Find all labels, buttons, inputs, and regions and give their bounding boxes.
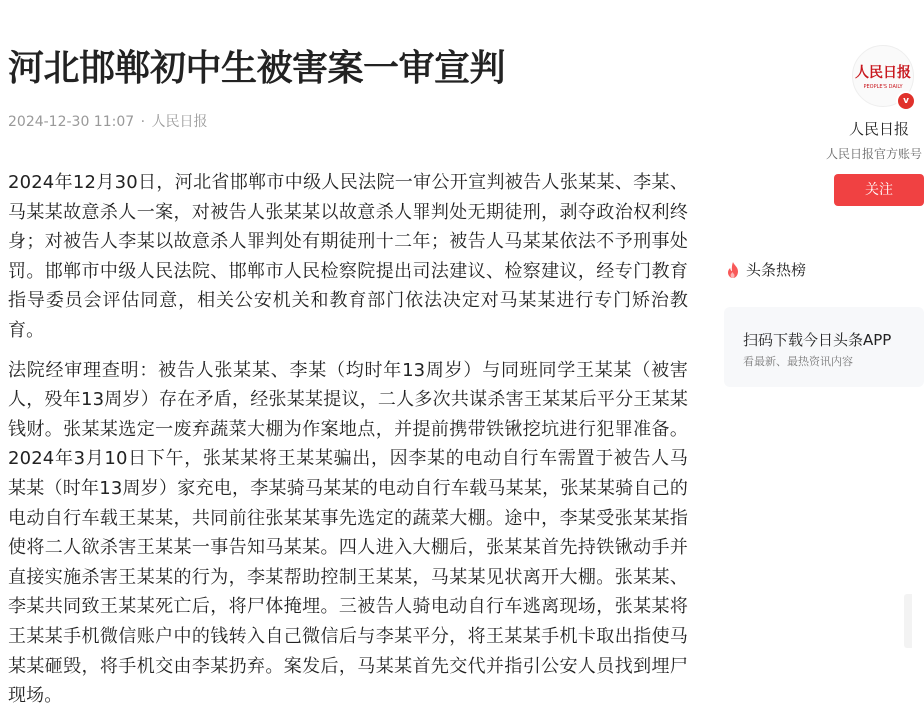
article-meta bbox=[8, 111, 208, 131]
article-source: 人民日报 bbox=[151, 114, 208, 130]
publish-datetime: 2024-12-30 11:07 bbox=[8, 114, 135, 130]
hot-list-header[interactable] bbox=[726, 259, 806, 280]
author-logo-subtext: PEOPLE'S DAILY bbox=[863, 84, 903, 90]
follow-button[interactable]: 关注 bbox=[834, 174, 924, 206]
author-logo: 人民日报 bbox=[855, 65, 911, 81]
author-description: 人民日报官方账号 bbox=[826, 147, 923, 161]
author-name[interactable]: 人民日报 bbox=[849, 120, 910, 138]
meta-separator: · bbox=[140, 114, 146, 130]
fire-icon bbox=[726, 262, 740, 278]
verified-badge-icon: v bbox=[896, 91, 916, 111]
article-paragraph: 法院经审理查明：被告人张某某、李某（均时年13周岁）与同班同学王某某（被害人，殁年13周岁）存在矛盾，经张某某提议，二人多次共谋杀害王某某后平分王某某钱财。张某某选定一废弃蔬菜大棚为作案地点，并提前携带铁锹挖坑进行犯罪准备。2024年3月10日下午，张某某将王某某骗出，因李某的电动自行车需置于被告人马某某（时年13周岁）家充电，李某骑马某某的电动自行车载马某某，张某某骑自己的电动自行车载王某某，共同前往张某某事先选定的蔬菜大棚。途中，李某受张某某指使将二人欲杀害王某某一事告知马某某。四人进入大棚后，张某某首先持铁锹动手并直接实施杀害王某某的行为，李某帮助控制王某某，马某某见状离开大棚。张某某、李某共同致王某某死亡后，将尸体掩埋。三被告人骑电动自行车逃离现场，张某某将王某某手机微信账户中的钱转入自己微信后与李某平分，将王某某手机卡取出指使马某某砸毁，将手机交由李某扔弃。案发后，马某某首先交代并指引公安人员找到埋尸现场。 bbox=[8, 359, 688, 707]
sidebar bbox=[722, 0, 923, 705]
article-title: 河北邯郸初中生被害案一审宣判 bbox=[8, 48, 506, 89]
article-paragraph: 2024年12月30日，河北省邯郸市中级人民法院一审公开宣判被告人张某某、李某、马某某故意杀人一案，对被告人张某某以故意杀人罪判处无期徒刑，剥夺政治权利终身；对被告人李某以故意杀人罪判处有期徒刑十二年；被告人马某某依法不予刑事处罚。邯郸市中级人民法院、邯郸市人民检察院提出司法建议、检察建议，经专门教育指导委员会评估同意，相关公安机关和教育部门依法决定对马某某进行专门矫治教育。 bbox=[8, 172, 688, 341]
app-download-card[interactable] bbox=[724, 307, 924, 387]
download-title: 扫码下载今日头条APP bbox=[743, 331, 892, 349]
hot-list-label: 头条热榜 bbox=[746, 261, 807, 279]
download-subtitle: 看最新、最热资讯内容 bbox=[743, 355, 853, 368]
side-float-bar[interactable] bbox=[904, 594, 912, 648]
article-body bbox=[8, 168, 688, 721]
